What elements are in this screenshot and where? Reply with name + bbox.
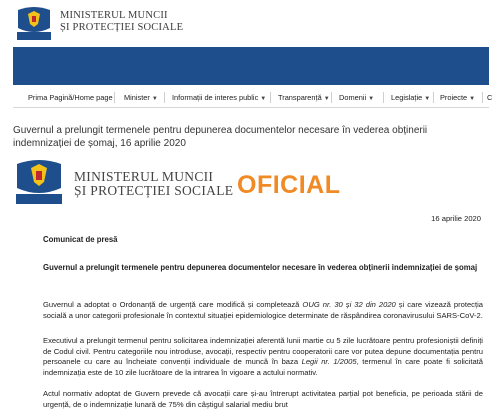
chevron-down-icon: ▼	[424, 96, 431, 102]
nav-divider	[164, 92, 165, 103]
nav-item-label: Transparență	[278, 93, 322, 102]
chevron-down-icon: ▼	[260, 96, 267, 102]
chevron-down-icon: ▼	[151, 96, 158, 102]
paragraph-text: , termenul în care poate fi solicitată indemnizația este de 10 zile lucrătoare de la intrarea în vigoare a actului normativ.	[43, 357, 483, 377]
page-title: Guvernul a prelungit termenele pentru depunerea documentelor necesare în vederea obținerii indemnizației de șomaj, 16 aprilie 2020	[13, 125, 428, 149]
main-nav	[13, 89, 492, 108]
nav-divider	[270, 92, 271, 103]
paragraph-2	[43, 336, 483, 378]
paragraph-text: Guvernul a adoptat o Ordonanță de urgență care modifică și completează	[43, 300, 303, 309]
document-ministry-line1: MINISTERUL MUNCII	[74, 169, 214, 184]
chevron-down-icon: ▼	[469, 96, 476, 102]
document-ministry-line2: ȘI PROTECȚIEI SOCIALE	[74, 183, 234, 198]
nav-item-label: Domenii	[339, 93, 367, 102]
government-logo-icon	[12, 158, 66, 206]
nav-item-more[interactable]	[487, 93, 492, 102]
document-ministry-name	[74, 170, 233, 198]
paragraph-3: Actul normativ adoptat de Guvern prevede că avocații care și-au întrerupt activitatea parțial pot beneficia, pe perioada stării de urgență, de o indemnizație lunară de 75% din câștigul salarial mediu brut	[43, 389, 483, 409]
nav-divider	[433, 92, 434, 103]
chevron-down-icon: ▼	[323, 96, 330, 102]
document-type: Comunicat de presă	[43, 235, 118, 244]
nav-item-label: Proiecte	[440, 93, 468, 102]
nav-divider	[383, 92, 384, 103]
nav-item-public-info[interactable]	[172, 93, 266, 102]
nav-item-projects[interactable]	[440, 93, 475, 102]
site-header	[0, 0, 489, 46]
header-banner	[13, 47, 489, 85]
nav-item-transparency[interactable]	[278, 93, 330, 102]
ministry-name[interactable]	[60, 10, 183, 34]
nav-item-label: C	[487, 93, 492, 102]
paragraph-1	[43, 300, 483, 321]
official-stamp: OFICIAL	[237, 171, 341, 199]
document-title: Guvernul a prelungit termenele pentru depunerea documentelor necesare în vederea obținerii indemnizației de șomaj	[43, 263, 478, 272]
nav-item-minister[interactable]	[124, 93, 158, 102]
document-date: 16 aprilie 2020	[431, 214, 481, 223]
paragraph-text: și care vizează protecția socială a unor categorii profesionale în contextul situației epidemiologice determinate de răspândirea coronavirusului SARS-CoV-2.	[43, 300, 483, 320]
nav-item-legislation[interactable]	[391, 93, 430, 102]
paragraph-emphasis: OUG nr. 30 și 32 din 2020	[302, 300, 396, 309]
paragraph-text: Executivul a prelungit termenul pentru solicitarea indemnizației aferentă lunii martie cu 5 zile lucrătoare pentru profesioniștii definiți de Codul civil. Pentru categoriile nou introduse, avocații, respectiv pentru cooperatorii care vor putea depune documentația pentru persoanele cu care au încheiate convenții individuale de muncă în baza	[43, 336, 483, 367]
nav-item-label: Legislație	[391, 93, 423, 102]
government-logo-icon[interactable]	[14, 6, 54, 42]
nav-item-domains[interactable]	[339, 93, 374, 102]
nav-item-home[interactable]	[28, 93, 113, 102]
nav-item-label: Minister	[124, 93, 150, 102]
nav-item-label: Prima Pagină/Home page	[28, 93, 113, 102]
ministry-name-line2: ȘI PROTECȚIEI SOCIALE	[60, 22, 184, 33]
nav-divider	[331, 92, 332, 103]
nav-divider	[114, 92, 115, 103]
paragraph-emphasis: Legii nr. 1/2005	[301, 357, 357, 367]
chevron-down-icon: ▼	[368, 96, 375, 102]
ministry-name-line1: MINISTERUL MUNCII	[60, 10, 168, 21]
nav-item-label: Informații de interes public	[172, 93, 259, 102]
nav-divider	[482, 92, 483, 103]
